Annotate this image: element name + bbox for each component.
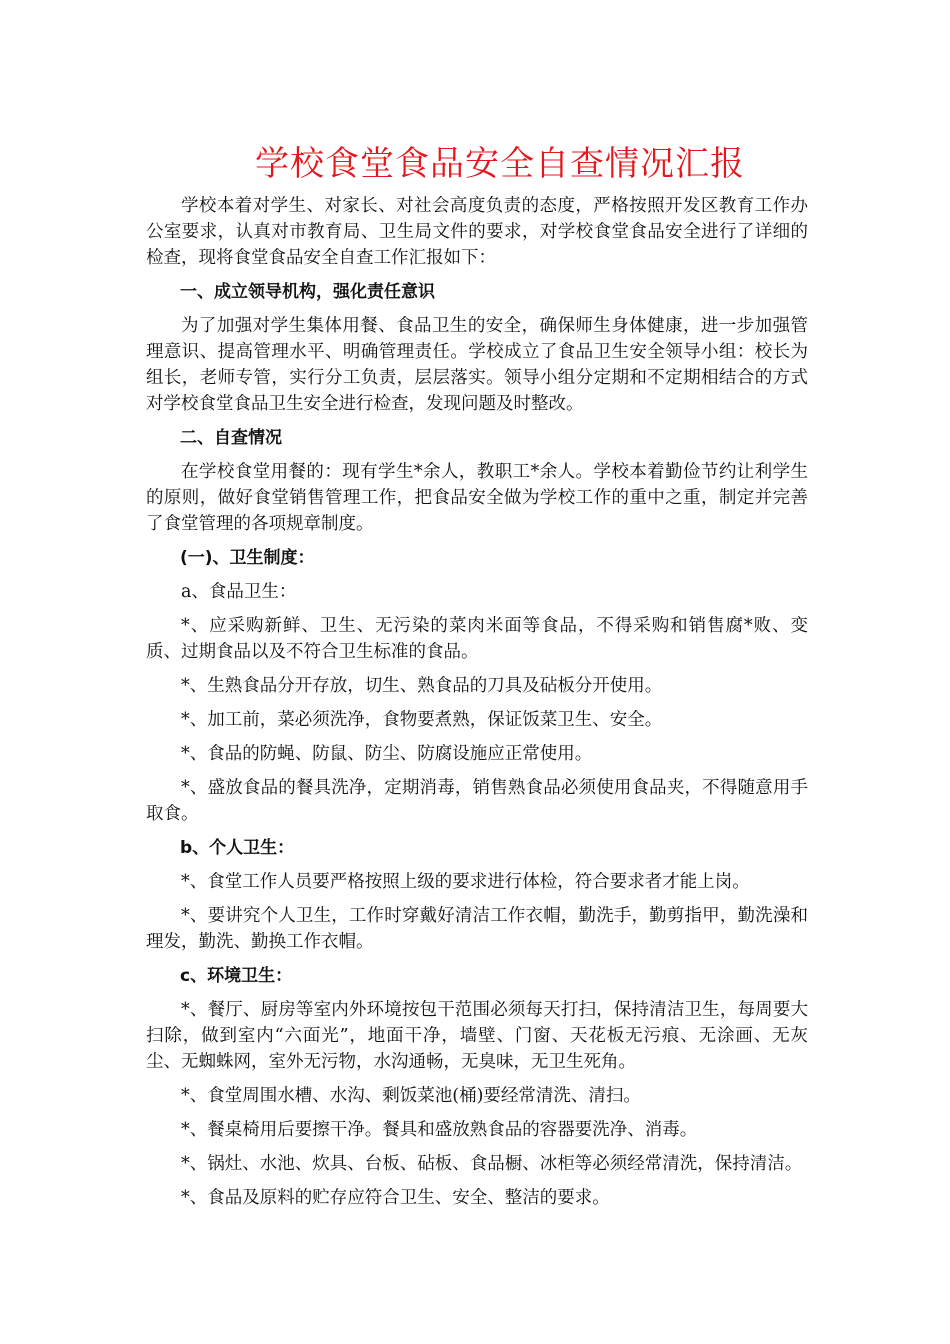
food-hygiene-item: *、盛放食品的餐具洗净，定期消毒，销售熟食品必须使用食品夹，不得随意用手取食。: [146, 778, 808, 824]
section-1-heading: 一、成立领导机构，强化责任意识: [180, 282, 435, 302]
intro-paragraph: 学校本着对学生、对家长、对社会高度负责的态度，严格按照开发区教育工作办公室要求，认真对市教育局、卫生局文件的要求，对学校食堂食品安全进行了详细的检查，现将食堂食品安全自查工作汇报如下：: [146, 196, 808, 268]
environment-hygiene-label: c、环境卫生：: [180, 966, 293, 986]
personal-hygiene-item: *、食堂工作人员要严格按照上级的要求进行体检，符合要求者才能上岗。: [181, 872, 750, 892]
document-body: [146, 193, 808, 1219]
food-hygiene-item: *、加工前，菜必须洗净，食物要煮熟，保证饭菜卫生、安全。: [181, 710, 663, 730]
section-2-paragraph: 在学校食堂用餐的：现有学生*余人，教职工*余人。学校本着勤俭节约让利学生的原则，做好食堂销售管理工作，把食品安全做为学校工作的重中之重，制定并完善了食堂管理的各项规章制度。: [146, 462, 808, 534]
document-title: 学校食堂食品安全自查情况汇报: [255, 144, 745, 184]
food-hygiene-item: *、生熟食品分开存放，切生、熟食品的刀具及砧板分开使用。: [181, 676, 663, 696]
environment-hygiene-item: *、食堂周围水槽、水沟、剩饭菜池(桶)要经常清洗、清扫。: [181, 1086, 641, 1106]
food-hygiene-item: *、应采购新鲜、卫生、无污染的菜肉米面等食品，不得采购和销售腐*败、变质、过期食品以及不符合卫生标准的食品。: [146, 616, 808, 662]
food-hygiene-label: a、食品卫生：: [181, 582, 297, 602]
environment-hygiene-item: *、餐厅、厨房等室内外环境按包干范围必须每天打扫，保持清洁卫生，每周要大扫除，做到室内“六面光”，地面干净，墙壁、门窗、天花板无污痕、无涂画、无灰尘、无蜘蛛网，室外无污物，水沟通畅，无臭味，无卫生死角。: [146, 1000, 808, 1072]
food-hygiene-item: *、食品的防蝇、防鼠、防尘、防腐设施应正常使用。: [181, 744, 593, 764]
personal-hygiene-label: b、个人卫生：: [180, 838, 295, 858]
section-1-paragraph: 为了加强对学生集体用餐、食品卫生的安全，确保师生身体健康，进一步加强管理意识、提高管理水平、明确管理责任。学校成立了食品卫生安全领导小组：校长为组长，老师专管，实行分工负责，层层落实。领导小组分定期和不定期相结合的方式对学校食堂食品卫生安全进行检查，发现问题及时整改。: [146, 316, 808, 414]
environment-hygiene-item: *、锅灶、水池、炊具、台板、砧板、食品橱、冰柜等必须经常清洗，保持清洁。: [181, 1154, 803, 1174]
personal-hygiene-item: *、要讲究个人卫生，工作时穿戴好清洁工作衣帽，勤洗手，勤剪指甲，勤洗澡和理发，勤洗、勤换工作衣帽。: [146, 906, 808, 952]
hygiene-rules-heading: (一)、卫生制度：: [180, 548, 315, 568]
environment-hygiene-item: *、餐桌椅用后要擦干净。餐具和盛放熟食品的容器要洗净、消毒。: [181, 1120, 698, 1140]
environment-hygiene-item: *、食品及原料的贮存应符合卫生、安全、整洁的要求。: [181, 1188, 610, 1208]
section-2-heading: 二、自查情况: [180, 428, 282, 448]
